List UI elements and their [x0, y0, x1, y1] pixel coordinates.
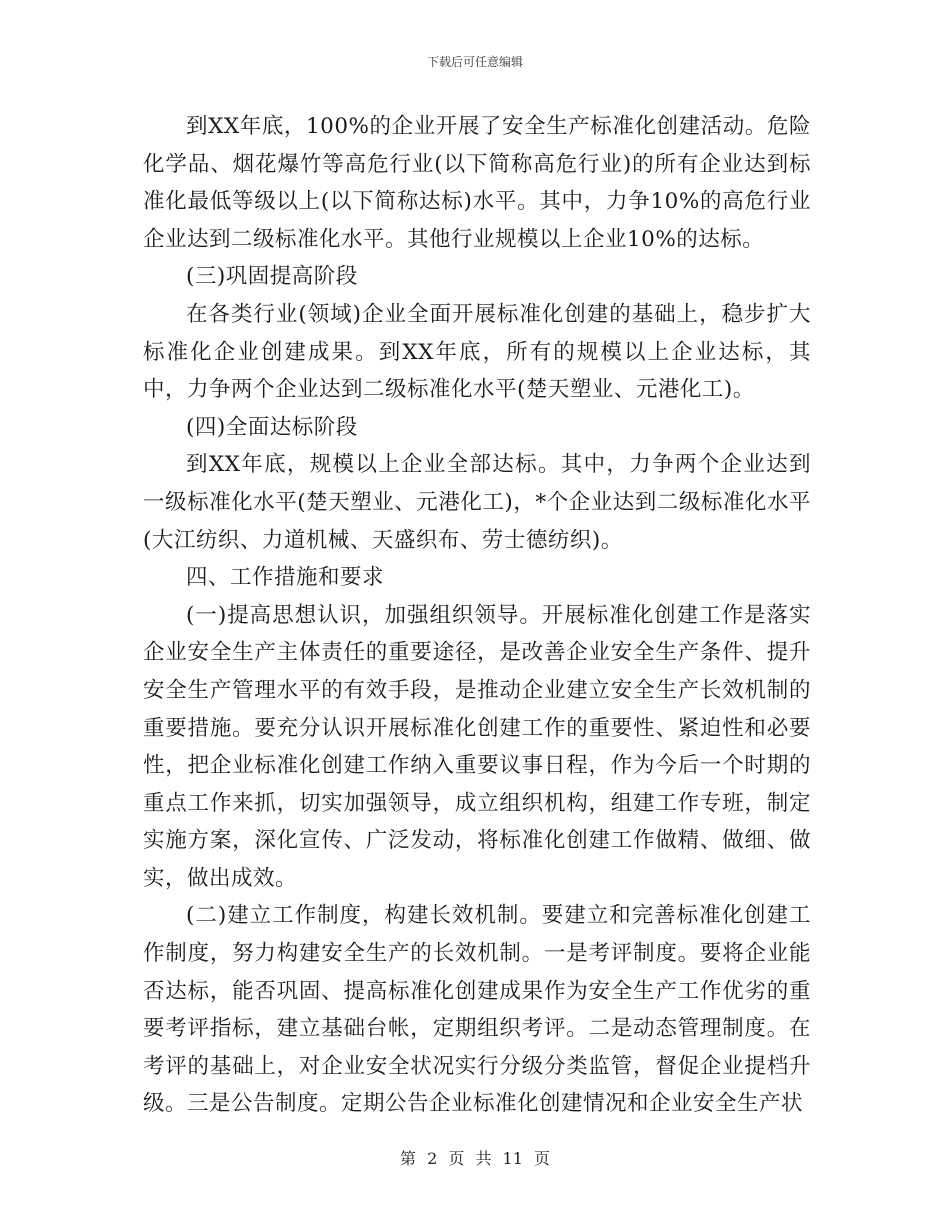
section-heading-measures: 四、工作措施和要求	[186, 565, 385, 591]
paragraph-consolidation: 在各类行业(领域)企业全面开展标准化创建的基础上，稳步扩大标准化企业创建成果。到XX年底，所有的规模以上企业达标，其中，力争两个企业达到二级标准化水平(楚天塑业、元港化工)。	[143, 301, 811, 403]
heading-consolidation-stage: (三)巩固提高阶段	[186, 264, 358, 290]
page-header: 下载后可任意编辑	[426, 55, 523, 69]
paragraph-leadership: (一)提高思想认识，加强组织领导。开展标准化创建工作是落实企业安全生产主体责任的重要途径，是改善企业安全生产条件、提升安全生产管理水平的有效手段，是推动企业建立安全生产长效机制的重要措施。要充分认识开展标准化创建工作的重要性、紧迫性和必要性，把企业标准化创建工作纳入重要议事日程，作为今后一个时期的重点工作来抓，切实加强领导，成立组织机构，组建工作专班，制定实施方案，深化宣传、广泛发动，将标准化创建工作做精、做细、做实，做出成效。	[143, 602, 811, 891]
heading-full-compliance-stage: (四)全面达标阶段	[186, 414, 358, 440]
document-body	[143, 108, 811, 1123]
paragraph-full-compliance: 到XX年底，规模以上企业全部达标。其中，力争两个企业达到一级标准化水平(楚天塑业、元港化工)，*个企业达到二级标准化水平(大江纺织、力道机械、天盛织布、劳士德纺织)。	[143, 452, 811, 553]
paragraph-stage-targets: 到XX年底，100%的企业开展了安全生产标准化创建活动。危险化学品、烟花爆竹等高危行业(以下简称高危行业)的所有企业达到标准化最低等级以上(以下简称达标)水平。其中，力争10%的高危行业企业达到二级标准化水平。其他行业规模以上企业10%的达标。	[143, 114, 811, 252]
page-number: 第 2 页 共 11 页	[400, 1149, 550, 1168]
paragraph-mechanism: (二)建立工作制度，构建长效机制。要建立和完善标准化创建工作制度，努力构建安全生产的长效机制。一是考评制度。要将企业能否达标，能否巩固、提高标准化创建成果作为安全生产工作优劣的重要考评指标，建立基础台帐，定期组织考评。二是动态管理制度。在考评的基础上，对企业安全状况实行分级分类监管，督促企业提档升级。三是公告制度。定期公告企业标准化创建情况和企业安全生产状	[143, 903, 811, 1117]
